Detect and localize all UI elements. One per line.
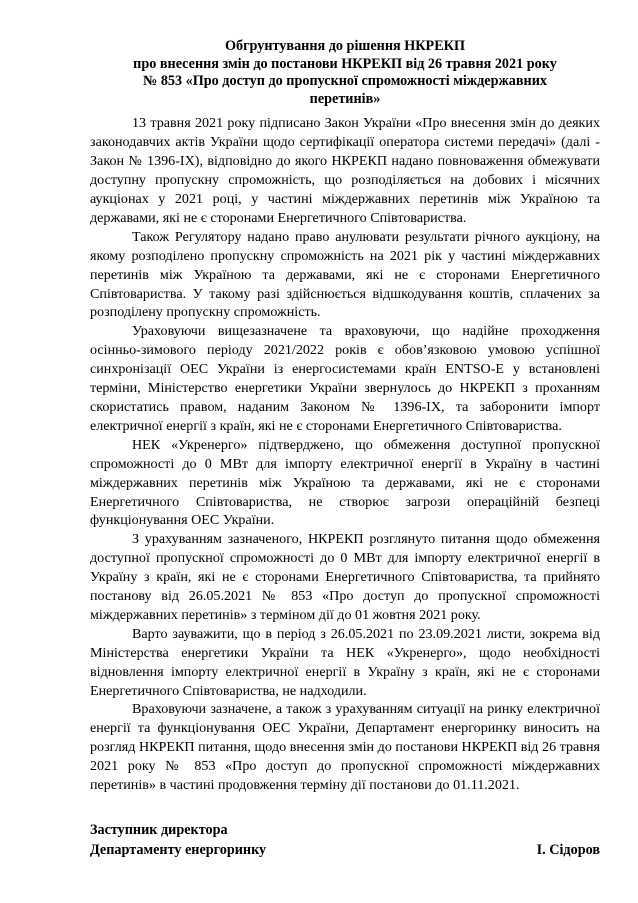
paragraph-ukrenergo: НЕК «Укренерго» підтверджено, що обмеження доступної пропускної спроможності до 0 МВт для імпорту електричної енергії в Україну в частині міждержавних перетинів між Україною та державами, які не є сторонами Енергетичного Співтовариства, не створює загрози операційній безпеці функціонування ОЕС України. xyxy=(90,436,600,529)
paragraph-law: 13 травня 2021 року підписано Закон України «Про внесення змін до деяких законодавчих актів України щодо сертифікації оператора системи передачі» (далі - Закон № 1396-IX), відповідно до якого НКРЕКП надано повноваження обмежувати доступну пропускну спроможність, що розподіляється на добових і місячних аукціонах у 2021 році, у частині міждержавних перетинів між Україною та державами, які не є сторонами Енергетичного Співтовариства. xyxy=(90,115,600,226)
paragraph-no-letters: Варто зауважити, що в період з 26.05.2021 по 23.09.2021 листи, зокрема від Міністерства енергетики України та НЕК «Укренерго», щодо необхідності відновлення імпорту електричної енергії в Україну з країн, які не є сторонами Енергетичного Співтовариства, не надходили. xyxy=(90,625,600,699)
title-line: Обгрунтування до рішення НКРЕКП xyxy=(224,38,466,54)
signature-name: І. Сідоров xyxy=(536,842,600,858)
signature-row xyxy=(90,840,600,860)
document-body xyxy=(90,38,600,795)
signature-position-line1: Заступник директора xyxy=(90,822,228,838)
document-title xyxy=(90,38,600,108)
signature-position-line2: Департаменту енергоринку xyxy=(90,842,267,858)
title-line: про внесення змін до постанови НКРЕКП від 26 травня 2021 року xyxy=(133,55,557,72)
title-line: перетинів» xyxy=(309,90,381,107)
paragraph-resolution-853: З урахуванням зазначеного, НКРЕКП розглянуто питання щодо обмеження доступної пропускної спроможності до 0 МВт для імпорту електричної енергії в Україну з країн, які не є сторонами Енергетичного Співтовариства, та прийнято постанову від 26.05.2021 № 853 «Про доступ до пропускної спроможності міждержавних перетинів» з терміном дії до 01 жовтня 2021 року. xyxy=(90,531,600,623)
paragraph-proposal: Враховуючи зазначене, а також з урахуванням ситуації на ринку електричної енергії та функціонування ОЕС України, Департамент енергоринку виносить на розгляд НКРЕКП питання, щодо внесення змін до постанови НКРЕКП від 26 травня 2021 року № 853 «Про доступ до пропускної спроможності міждержавних перетинів» в частині продовження терміну дії постанови до 01.11.2021. xyxy=(90,701,600,794)
title-line: № 853 «Про доступ до пропускної спроможності міждержавних xyxy=(143,73,547,90)
paragraph-ministry-request: Ураховуючи вищезазначене та враховуючи, що надійне проходження осінньо-зимового періоду 2021/2022 років є обов’язковою умовою успішної синхронізації ОЕС України із енергосистемами країн ENTSO-E у встановлені терміни, Міністерство енергетики України звернулось до НКРЕКП з проханням скористатись правом, наданим Законом № 1396-IX, та заборонити імпорт електричної енергії з країн, які не є сторонами Енергетичного Співтовариства. xyxy=(90,323,600,434)
signature-block xyxy=(90,820,600,860)
paragraph-annual-auction: Також Регулятору надано право анулювати результати річного аукціону, на якому розподілено пропускну спроможність на 2021 рік у частині міждержавних перетинів між Україною та державами, які не є сторонами Енергетичного Співтовариства. У такому разі здійснюється відшкодування коштів, сплачених за розподілену пропускну спроможність. xyxy=(90,228,600,321)
